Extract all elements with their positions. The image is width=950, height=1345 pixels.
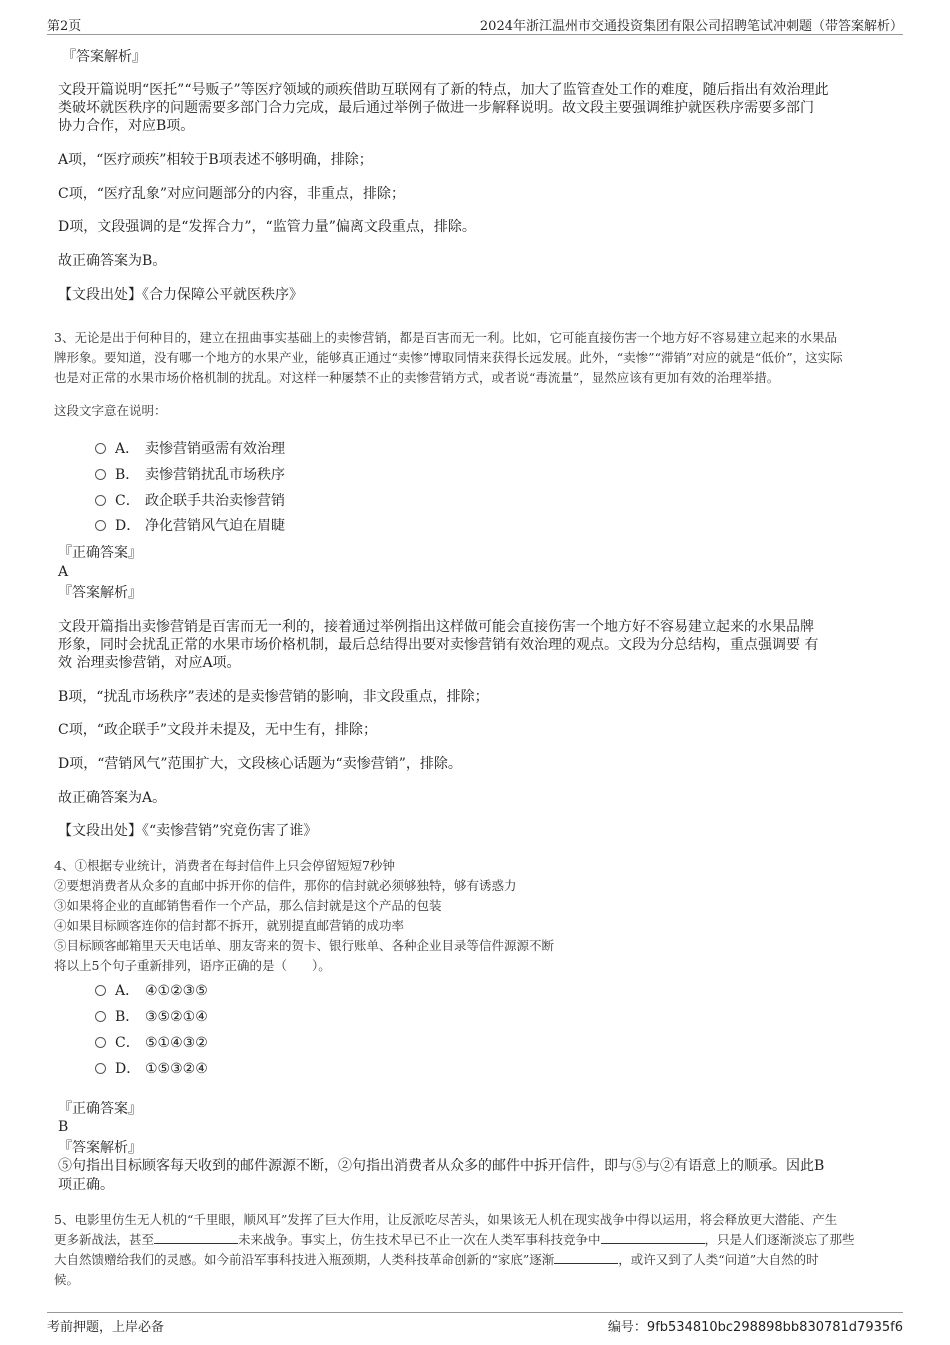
option-letter: A． [115,441,140,457]
option-letter: D． [115,1061,141,1077]
q4-analysis-line-1: ⑤句指出目标顾客每天收到的邮件源源不断，②句指出消费者从众多的邮件中拆开信件，即与⑤与②有语意上的顺承。因此B [58,1158,825,1174]
q3-option-c-analysis: C项，“政企联手”文段并未提及，无中生有，排除； [58,722,378,738]
q2-conclusion: 故正确答案为B。 [58,253,167,269]
q4-option-d[interactable] [95,1058,208,1078]
q2-option-c-analysis: C项，“医疗乱象”对应问题部分的内容，非重点，排除； [58,186,406,202]
q2-source: 【文段出处】《合力保障公平就医秩序》 [58,287,303,303]
q4-stem-line-3: ③如果将企业的直邮销售看作一个产品，那么信封就是这个产品的包装 [54,898,442,913]
q2-analysis-line-3: 协力合作，对应B项。 [58,118,195,134]
q5-text-segment: 更多新战法，甚至 [54,1232,155,1247]
q4-stem-line-6: 将以上5个句子重新排列，语序正确的是（ ）。 [54,958,331,973]
q5-stem-line-2 [54,1230,855,1250]
option-letter: C． [115,1035,140,1051]
q3-option-c[interactable] [95,490,285,510]
q5-text-segment: ，或许又到了人类“问道”大自然的时 [618,1252,819,1267]
q3-analysis-line-1: 文段开篇指出卖惨营销是百害而无一利的，接着通过举例指出这样做可能会直接伤害一个地方好不容易建立起来的水果品牌 [58,619,814,635]
option-text: ①⑤③②④ [145,1061,208,1077]
q3-correct-answer: A [58,564,69,580]
fill-blank [601,1231,705,1244]
q3-option-d[interactable] [95,515,285,535]
q5-text-segment: 未来战争。事实上，仿生技术早已不止一次在人类军事科技竞争中 [238,1232,601,1247]
q5-text-segment: ，只是人们逐渐淡忘了那些 [704,1232,855,1247]
radio-button[interactable] [95,469,106,480]
q4-stem-line-5: ⑤目标顾客邮箱里天天电话单、朋友寄来的贺卡、银行账单、各种企业目录等信件源源不断 [54,938,555,953]
fill-blank [554,1251,618,1264]
q4-analysis-line-2: 项正确。 [58,1177,114,1193]
q2-option-d-analysis: D项，文段强调的是“发挥合力”，“监管力量”偏离文段重点，排除。 [58,219,476,235]
option-text: ③⑤②①④ [145,1009,208,1025]
q4-option-c[interactable] [95,1032,208,1052]
option-text: 政企联手共治卖惨营销 [145,493,285,509]
q3-option-d-analysis: D项，“营销风气”范围扩大，文段核心话题为“卖惨营销”，排除。 [58,756,462,772]
q3-analysis-line-3: 效 治理卖惨营销，对应A项。 [58,655,241,671]
q4-stem-line-2: ②要想消费者从众多的直邮中拆开你的信件，那你的信封就必须够独特，够有诱惑力 [54,878,517,893]
q4-stem-line-4: ④如果目标顾客连你的信封都不拆开，就别提直邮营销的成功率 [54,918,405,933]
option-letter: C． [115,493,140,509]
option-letter: A． [115,983,140,999]
q2-option-a-analysis: A项，“医疗顽疾”相较于B项表述不够明确，排除； [58,152,373,168]
q3-conclusion: 故正确答案为A。 [58,790,167,806]
document-code [608,1316,903,1335]
radio-button[interactable] [95,1037,106,1048]
document-title: 2024年浙江温州市交通投资集团有限公司招聘笔试冲刺题（带答案解析） [479,19,903,34]
q3-stem-line-3: 也是对正常的水果市场价格机制的扰乱。对这样一种屡禁不止的卖惨营销方式，或者说“毒流量”，显然应该有更加有效的治理举措。 [54,370,780,385]
q3-source: 【文段出处】《“卖惨营销”究竟伤害了谁》 [58,823,318,839]
q2-analysis-line-2: 类破坏就医秩序的问题需要多部门合力完成，最后通过举例子做进一步解释说明。故文段主要强调维护就医秩序需要多部门 [58,100,814,116]
radio-button[interactable] [95,1063,106,1074]
q3-prompt: 这段文字意在说明： [54,403,167,418]
code-label: 编号： [607,1320,647,1335]
q4-option-b[interactable] [95,1006,208,1026]
radio-button[interactable] [95,443,106,454]
q3-option-b[interactable] [95,464,285,484]
radio-button[interactable] [95,495,106,506]
q5-stem-line-4: 候。 [54,1272,80,1287]
option-text: 卖惨营销扰乱市场秩序 [145,467,285,483]
option-text: 卖惨营销亟需有效治理 [145,441,285,457]
radio-button[interactable] [95,1011,106,1022]
page-header [47,12,903,35]
q5-stem-line-3 [54,1250,819,1270]
q3-correct-heading: 『正确答案』 [58,545,142,561]
page-footer [47,1312,903,1337]
q4-option-a[interactable] [95,980,208,1000]
q3-stem-line-1: 3、无论是出于何种目的，建立在扭曲事实基础上的卖惨营销，都是百害而无一利。比如，它可能直接伤害一个地方好不容易建立起来的水果品 [54,330,837,345]
q4-stem-line-1: 4、①根据专业统计，消费者在每封信件上只会停留短短7秒钟 [54,858,395,873]
footer-slogan: 考前押题，上岸必备 [47,1320,165,1335]
q5-text-segment: 大自然馈赠给我们的灵感。如今前沿军事科技进入瓶颈期，人类科技革命创新的“家底”逐渐 [54,1252,555,1267]
q4-correct-heading: 『正确答案』 [58,1101,142,1117]
q3-analysis-heading: 『答案解析』 [58,585,142,601]
radio-button[interactable] [95,985,106,996]
q2-analysis-line-1: 文段开篇说明“医托”“号贩子”等医疗领域的顽疾借助互联网有了新的特点，加大了监管查处工作的难度，随后指出有效治理此 [58,82,829,98]
option-text: ⑤①④③② [145,1035,208,1051]
code-value: 9fb534810bc298898bb830781d7935f6 [646,1320,903,1335]
q2-analysis-heading: 『答案解析』 [62,49,146,65]
q4-analysis-heading: 『答案解析』 [58,1140,142,1156]
q5-stem-line-1: 5、电影里仿生无人机的“千里眼，顺风耳”发挥了巨大作用，让反派吃尽苦头，如果该无人机在现实战争中得以运用，将会释放更大潜能、产生 [54,1212,838,1227]
option-text: 净化营销风气迫在眉睫 [145,518,285,534]
option-letter: B． [115,467,140,483]
option-letter: B． [115,1009,140,1025]
q3-stem-line-2: 牌形象。要知道，没有哪一个地方的水果产业，能够真正通过“卖惨”博取同情来获得长远发展。此外，“卖惨”“滞销”对应的就是“低价”，这实际 [54,350,843,365]
q3-option-b-analysis: B项，“扰乱市场秩序”表述的是卖惨营销的影响，非文段重点，排除； [58,689,489,705]
option-letter: D． [115,518,141,534]
q3-analysis-line-2: 形象，同时会扰乱正常的水果市场价格机制，最后总结得出要对卖惨营销有效治理的观点。文段为分总结构，重点强调要 有 [58,637,819,653]
page-number: 第2页 [47,19,82,34]
q4-correct-answer: B [58,1119,69,1135]
fill-blank [154,1231,238,1244]
q3-option-a[interactable] [95,438,285,458]
radio-button[interactable] [95,520,106,531]
option-text: ④①②③⑤ [145,983,208,999]
